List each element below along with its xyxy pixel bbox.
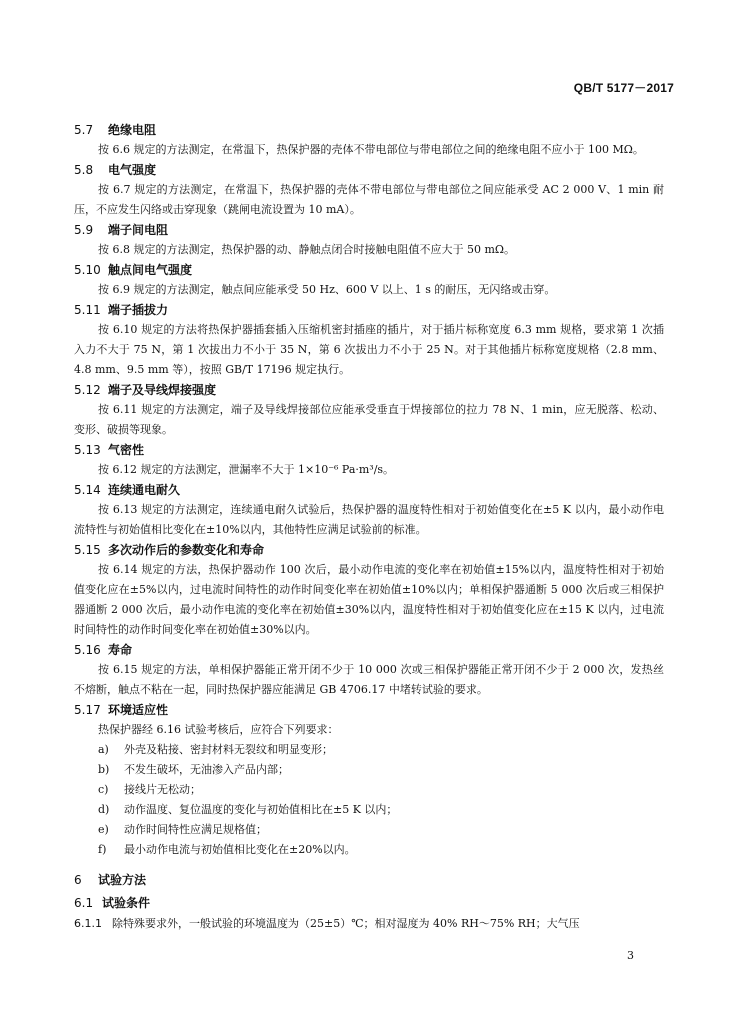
section-5-10 <box>74 260 664 300</box>
section-heading <box>74 480 664 500</box>
section-number: 5.8 <box>74 163 94 177</box>
section-paragraph: 按 6.7 规定的方法测定，在常温下，热保护器的壳体不带电部位与带电部位之间应能承受 AC 2 000 V、1 min 耐压，不应发生闪络或击穿现象（跳闸电流设置为 10 mA）。 <box>74 183 664 216</box>
section-number: 5.15 <box>74 543 101 557</box>
requirements-list <box>74 740 664 860</box>
section-paragraph: 按 6.8 规定的方法测定，热保护器的动、静触点闭合时接触电阻值不应大于 50 mΩ。 <box>98 243 516 256</box>
section-paragraph: 按 6.9 规定的方法测定，触点间应能承受 50 Hz、600 V 以上、1 s 的耐压，无闪络或击穿。 <box>98 283 556 296</box>
subsection-number: 6.1 <box>74 896 94 910</box>
section-title: 绝缘电阻 <box>108 123 157 137</box>
chapter-number: 6 <box>74 873 82 887</box>
section-heading <box>74 440 664 460</box>
section-paragraph: 按 6.12 规定的方法测定，泄漏率不大于 1×10⁻⁶ Pa·m³/s。 <box>98 463 395 476</box>
list-item-text: 动作时间特性应满足规格值； <box>124 823 267 836</box>
list-item-text: 动作温度、复位温度的变化与初始值相比在±5 K 以内； <box>124 803 398 816</box>
section-heading <box>74 220 664 240</box>
section-number: 5.13 <box>74 443 101 457</box>
section-paragraph: 热保护器经 6.16 试验考核后，应符合下列要求： <box>98 723 339 736</box>
list-item <box>74 820 664 840</box>
list-item <box>74 740 664 760</box>
spacer <box>74 860 664 868</box>
list-item-text: 外壳及粘接、密封材料无裂纹和明显变形； <box>124 743 333 756</box>
section-title: 端子间电阻 <box>108 223 169 237</box>
section-number: 5.11 <box>74 303 101 317</box>
list-item-label: a) <box>98 743 109 756</box>
section-heading <box>74 260 664 280</box>
page-number: 3 <box>627 949 634 962</box>
section-heading <box>74 700 664 720</box>
standard-code: QB/T 5177－2017 <box>573 81 674 95</box>
section-number: 5.7 <box>74 123 94 137</box>
section-paragraph: 按 6.14 规定的方法，热保护器动作 100 次后，最小动作电流的变化率在初始值±15%以内，温度特性相对于初始值变化应在±5%以内，过电流时间特性的动作时间变化率在初始值±10%以内；单相保护器通断 5 000 次后或三相保护器通断 2 000 次后，最小动作电流的变化率在初始值±30%以内，温度特性相对于初始值变化应在±15 K 以内，过电流时间特性的动作时间变化率在初始值±30%以内。 <box>74 563 664 636</box>
section-title: 触点间电气强度 <box>108 263 193 277</box>
section-5-15 <box>74 540 664 640</box>
section-heading <box>74 120 664 140</box>
section-paragraph: 按 6.6 规定的方法测定，在常温下，热保护器的壳体不带电部位与带电部位之间的绝缘电阻不应小于 100 MΩ。 <box>98 143 644 156</box>
clause-number: 6.1.1 <box>74 917 102 930</box>
list-item <box>74 840 664 860</box>
section-number: 5.12 <box>74 383 101 397</box>
section-5-7 <box>74 120 664 160</box>
section-heading <box>74 300 664 320</box>
subsection-title: 试验条件 <box>102 896 151 910</box>
section-number: 5.16 <box>74 643 101 657</box>
document-body <box>74 120 664 934</box>
section-title: 寿命 <box>108 643 133 657</box>
section-5-11 <box>74 300 664 380</box>
section-number: 5.10 <box>74 263 101 277</box>
subsection-heading <box>74 892 664 914</box>
list-item-text: 接线片无松动； <box>124 783 201 796</box>
section-paragraph: 按 6.13 规定的方法测定，连续通电耐久试验后，热保护器的温度特性相对于初始值变化在±5 K 以内，最小动作电流特性与初始值相比变化在±10%以内，其他特性应满足试验前的标准。 <box>74 503 664 536</box>
chapter-heading <box>74 868 664 892</box>
section-paragraph: 按 6.15 规定的方法，单相保护器能正常开闭不少于 10 000 次或三相保护器能正常开闭不少于 2 000 次，发热丝不熔断，触点不粘在一起，同时热保护器应能满足 GB 4706.17 中堵转试验的要求。 <box>74 663 664 696</box>
section-number: 5.14 <box>74 483 101 497</box>
list-item-text: 最小动作电流与初始值相比变化在±20%以内。 <box>124 843 356 856</box>
section-heading <box>74 160 664 180</box>
section-number: 5.9 <box>74 223 94 237</box>
section-title: 环境适应性 <box>108 703 169 717</box>
section-5-8 <box>74 160 664 220</box>
section-5-16 <box>74 640 664 700</box>
section-5-12 <box>74 380 664 440</box>
section-heading <box>74 540 664 560</box>
list-item-label: b) <box>98 763 110 776</box>
section-heading <box>74 380 664 400</box>
list-item <box>74 800 664 820</box>
clause-text: 除特殊要求外，一般试验的环境温度为（25±5）℃；相对湿度为 40% RH～75% RH；大气压 <box>112 917 580 930</box>
section-title: 连续通电耐久 <box>108 483 181 497</box>
section-5-13 <box>74 440 664 480</box>
section-title: 气密性 <box>108 443 145 457</box>
list-item <box>74 780 664 800</box>
list-item-label: c) <box>98 783 109 796</box>
section-title: 端子插拔力 <box>108 303 169 317</box>
section-title: 多次动作后的参数变化和寿命 <box>108 543 265 557</box>
list-item <box>74 760 664 780</box>
section-5-9 <box>74 220 664 260</box>
section-number: 5.17 <box>74 703 101 717</box>
section-5-14 <box>74 480 664 540</box>
list-item-text: 不发生破坏，无油渗入产品内部； <box>124 763 289 776</box>
clause-6-1-1 <box>74 914 664 934</box>
list-item-label: d) <box>98 803 110 816</box>
section-title: 端子及导线焊接强度 <box>108 383 217 397</box>
section-title: 电气强度 <box>108 163 157 177</box>
section-paragraph: 按 6.10 规定的方法将热保护器插套插入压缩机密封插座的插片，对于插片标称宽度 6.3 mm 规格，要求第 1 次插入力不大于 75 N，第 1 次拔出力不小于 35 N，第 6 次拔出力不小于 25 N。对于其他插片标称宽度规格（2.8 mm、4.8 mm、9.5 mm 等），按照 GB/T 17196 规定执行。 <box>74 323 664 376</box>
list-item-label: f) <box>98 843 107 856</box>
section-heading <box>74 640 664 660</box>
list-item-label: e) <box>98 823 109 836</box>
section-paragraph: 按 6.11 规定的方法测定，端子及导线焊接部位应能承受垂直于焊接部位的拉力 78 N、1 min，应无脱落、松动、变形、破损等现象。 <box>74 403 664 436</box>
section-5-17 <box>74 700 664 860</box>
chapter-title: 试验方法 <box>98 873 147 887</box>
